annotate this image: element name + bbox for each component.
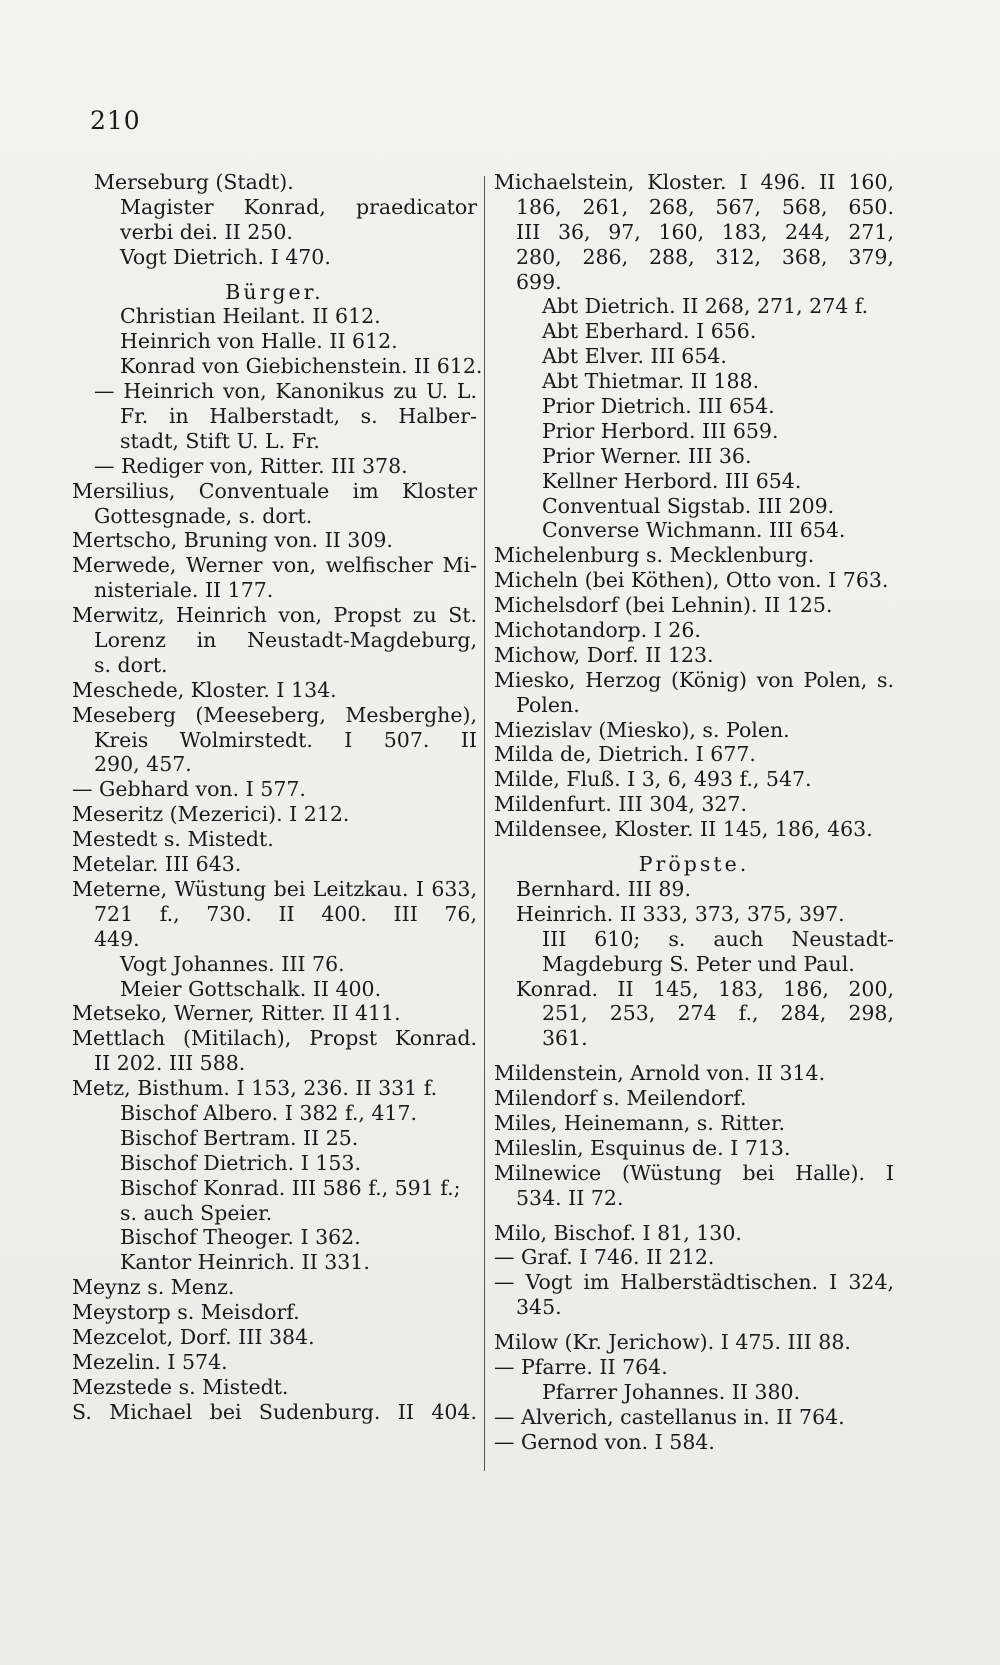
index-entry-line: Michaelstein, Kloster. I 496. II 160, bbox=[494, 170, 894, 194]
index-entry-line: Mildenfurt. III 304, 327. bbox=[494, 792, 748, 817]
index-entry-line: Milendorf s. Meilendorf. bbox=[494, 1086, 747, 1111]
index-entry-line: Michotandorp. I 26. bbox=[494, 618, 701, 643]
index-entry-line: 251, 253, 274 f., 284, 298, bbox=[542, 1001, 894, 1026]
index-entry-line: Polen. bbox=[516, 692, 580, 717]
index-entry-line: II 202. III 588. bbox=[94, 1051, 246, 1076]
index-entry-line: Milda de, Dietrich. I 677. bbox=[494, 742, 756, 767]
index-entry-line: Prior Werner. III 36. bbox=[542, 443, 752, 468]
index-entry-line: Abt Elver. III 654. bbox=[542, 344, 727, 369]
right-column bbox=[494, 170, 894, 1455]
index-entry-line: Fr. in Halberstadt, s. Halber- bbox=[120, 404, 477, 429]
index-entry-line: Meterne, Wüstung bei Leitzkau. I 633, bbox=[72, 876, 477, 901]
index-entry-line: Conventual Sigstab. III 209. bbox=[542, 493, 835, 518]
index-entry-line: Bischof Konrad. III 586 f., 591 f.; bbox=[120, 1175, 461, 1200]
index-entry-line: 290, 457. bbox=[94, 752, 192, 777]
index-entry-line: s. dort. bbox=[94, 652, 168, 677]
index-entry-line: Miezislav (Miesko), s. Polen. bbox=[494, 717, 790, 742]
index-entry-line: Merwede, Werner von, welfischer Mi- bbox=[72, 553, 477, 578]
index-entry-line: Miesko, Herzog (König) von Polen, s. bbox=[494, 667, 894, 692]
index-entry-line: Prior Herbord. III 659. bbox=[542, 418, 779, 443]
index-entry-line: Metseko, Werner, Ritter. II 411. bbox=[72, 1001, 401, 1026]
index-entry-line: Milnewice (Wüstung bei Halle). I bbox=[494, 1160, 894, 1185]
index-entry-line: Michelsdorf (bei Lehnin). II 125. bbox=[494, 593, 833, 618]
index-entry-line: Meschede, Kloster. I 134. bbox=[72, 677, 337, 702]
index-entry-line: Vogt Dietrich. I 470. bbox=[120, 244, 331, 269]
index-entry-line: Konrad von Giebichenstein. II 612. bbox=[120, 354, 483, 379]
line-gap bbox=[494, 842, 894, 852]
index-entry-line: Mestedt s. Mistedt. bbox=[72, 827, 274, 852]
index-entry-line: S. Michael bei Sudenburg. II 404. bbox=[72, 1399, 477, 1424]
index-entry-line: Milo, Bischof. I 81, 130. bbox=[494, 1220, 742, 1245]
index-entry-line: — Vogt im Halberstädtischen. I 324, bbox=[494, 1270, 894, 1295]
index-entry-line: Milow (Kr. Jerichow). I 475. III 88. bbox=[494, 1330, 851, 1355]
index-entry-line: Kellner Herbord. III 654. bbox=[542, 468, 802, 493]
index-entry-line: — Heinrich von, Kanonikus zu U. L. bbox=[94, 379, 477, 404]
index-entry-line: 449. bbox=[94, 926, 140, 951]
index-entry-line: Magister Konrad, praedicator bbox=[120, 194, 477, 219]
index-entry-line: Milde, Fluß. I 3, 6, 493 f., 547. bbox=[494, 767, 812, 792]
index-entry-line: Meseberg (Meeseberg, Mesberghe), bbox=[72, 702, 477, 727]
index-entry-line: Merseburg (Stadt). bbox=[94, 170, 294, 194]
index-entry-line: Michow, Dorf. II 123. bbox=[494, 642, 714, 667]
index-entry-line: Mersilius, Conventuale im Kloster bbox=[72, 478, 477, 503]
index-entry-line: Prior Dietrich. III 654. bbox=[542, 394, 775, 419]
index-entry-line: — Pfarre. II 764. bbox=[494, 1354, 668, 1379]
index-entry-line: 345. bbox=[516, 1295, 562, 1320]
section-heading: Bürger. bbox=[225, 279, 324, 304]
index-entry-line: 721 f., 730. II 400. III 76, bbox=[94, 901, 477, 926]
index-entry-line: Lorenz in Neustadt-Magdeburg, bbox=[94, 628, 477, 653]
index-entry-line: 699. bbox=[516, 269, 562, 294]
index-entry-line: Mildensee, Kloster. II 145, 186, 463. bbox=[494, 817, 873, 842]
index-entry-line: Metelar. III 643. bbox=[72, 852, 242, 877]
index-entry-line: Bischof Bertram. II 25. bbox=[120, 1125, 359, 1150]
index-entry-line: Michelenburg s. Mecklenburg. bbox=[494, 543, 815, 568]
index-entry-line: — Alverich, castellanus in. II 764. bbox=[494, 1404, 845, 1429]
index-entry-line: Meystorp s. Meisdorf. bbox=[72, 1300, 300, 1325]
index-entry-line: Heinrich von Halle. II 612. bbox=[120, 329, 398, 354]
index-entry-line: Abt Dietrich. II 268, 271, 274 f. bbox=[542, 294, 869, 319]
index-entry-line: Bernhard. III 89. bbox=[516, 876, 691, 901]
index-entry-line: Mezelin. I 574. bbox=[72, 1349, 228, 1374]
line-gap bbox=[494, 1320, 894, 1330]
left-column bbox=[72, 170, 483, 1425]
index-entry-line: Mettlach (Mitilach), Propst Konrad. bbox=[72, 1026, 477, 1051]
index-entry-line: Konrad. II 145, 183, 186, 200, bbox=[516, 976, 894, 1001]
index-entry-line: Mezstede s. Mistedt. bbox=[72, 1374, 289, 1399]
index-entry-line: — Rediger von, Ritter. III 378. bbox=[94, 453, 408, 478]
index-entry-line: Pfarrer Johannes. II 380. bbox=[542, 1379, 801, 1404]
line-gap bbox=[72, 270, 477, 280]
index-entry-line: Heinrich. II 333, 373, 375, 397. bbox=[516, 901, 845, 926]
index-entry-line: 280, 286, 288, 312, 368, 379, bbox=[516, 244, 894, 269]
index-entry-line: Abt Eberhard. I 656. bbox=[542, 319, 757, 344]
index-entry-line: — Gernod von. I 584. bbox=[494, 1429, 715, 1454]
index-entry-line: Metz, Bisthum. I 153, 236. II 331 f. bbox=[72, 1076, 438, 1101]
index-entry-line: Bischof Albero. I 382 f., 417. bbox=[120, 1100, 418, 1125]
index-entry-line: stadt, Stift U. L. Fr. bbox=[120, 428, 320, 453]
index-entry-line: Gottesgnade, s. dort. bbox=[94, 503, 313, 528]
index-entry-line: Miles, Heinemann, s. Ritter. bbox=[494, 1110, 786, 1135]
index-entry-line: Mertscho, Bruning von. II 309. bbox=[72, 528, 393, 553]
index-entry-line: Meynz s. Menz. bbox=[72, 1275, 235, 1300]
index-entry-line: III 36, 97, 160, 183, 244, 271, bbox=[516, 219, 894, 244]
index-entry-line: Micheln (bei Köthen), Otto von. I 763. bbox=[494, 568, 889, 593]
column-divider bbox=[484, 176, 485, 1471]
index-entry-line: Kantor Heinrich. II 331. bbox=[120, 1250, 370, 1275]
index-entry-line: Mildenstein, Arnold von. II 314. bbox=[494, 1061, 826, 1086]
line-gap bbox=[494, 1051, 894, 1061]
index-entry-line: Magdeburg S. Peter und Paul. bbox=[542, 951, 855, 976]
index-entry-line: Meseritz (Mezerici). I 212. bbox=[72, 802, 350, 827]
index-entry-line: Meier Gottschalk. II 400. bbox=[120, 976, 382, 1001]
index-entry-line: Christian Heilant. II 612. bbox=[120, 304, 381, 329]
index-entry-line: Vogt Johannes. III 76. bbox=[120, 951, 345, 976]
index-entry-line: 186, 261, 268, 567, 568, 650. bbox=[516, 194, 894, 219]
index-entry-line: Abt Thietmar. II 188. bbox=[542, 369, 760, 394]
index-entry-line: 361. bbox=[542, 1026, 588, 1051]
index-entry-line: 534. II 72. bbox=[516, 1185, 624, 1210]
index-entry-line: Kreis Wolmirstedt. I 507. II bbox=[94, 727, 477, 752]
index-entry-line: Bischof Theoger. I 362. bbox=[120, 1225, 361, 1250]
section-heading: Pröpste. bbox=[638, 852, 750, 877]
page-number: 210 bbox=[90, 106, 141, 135]
index-entry-line: Mezcelot, Dorf. III 384. bbox=[72, 1324, 315, 1349]
index-entry-line: Merwitz, Heinrich von, Propst zu St. bbox=[72, 603, 477, 628]
index-entry-line: Converse Wichmann. III 654. bbox=[542, 518, 846, 543]
index-entry-line: — Graf. I 746. II 212. bbox=[494, 1245, 715, 1270]
index-entry-line: Mileslin, Esquinus de. I 713. bbox=[494, 1135, 791, 1160]
index-entry-line: verbi dei. II 250. bbox=[120, 219, 293, 244]
index-entry-line: nisteriale. II 177. bbox=[94, 578, 274, 603]
index-entry-line: — Gebhard von. I 577. bbox=[72, 777, 306, 802]
line-gap bbox=[494, 1211, 894, 1221]
index-entry-line: Bischof Dietrich. I 153. bbox=[120, 1150, 361, 1175]
index-entry-line: s. auch Speier. bbox=[120, 1200, 273, 1225]
index-entry-line: III 610; s. auch Neustadt- bbox=[542, 926, 894, 951]
